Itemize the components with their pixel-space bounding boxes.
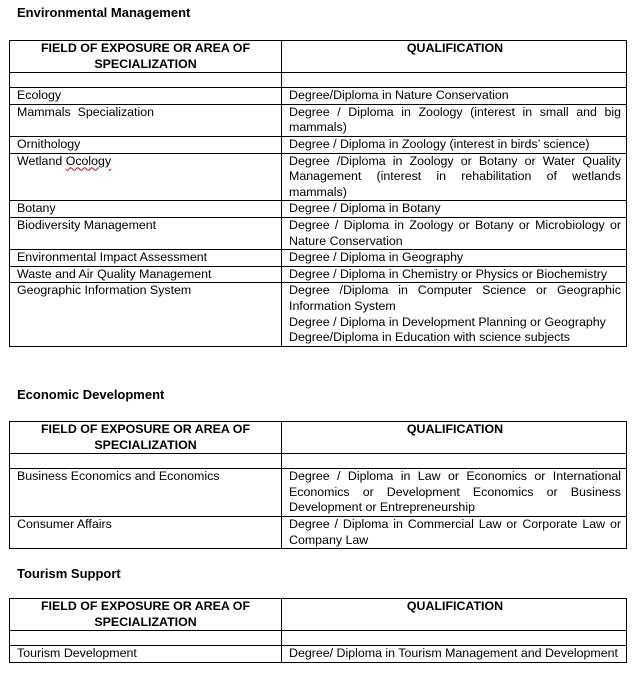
- table-row: [10, 646, 627, 663]
- header-qualification: QUALIFICATION: [282, 599, 627, 631]
- header-qualification: QUALIFICATION: [282, 41, 627, 73]
- field-cell: Environmental Impact Assessment: [10, 250, 282, 267]
- table-row: [10, 516, 627, 548]
- qualification-cell: Degree/ Diploma in Tourism Management and Development: [282, 646, 627, 663]
- qualification-line: Degree /Diploma in Computer Science or Geographic Information System: [289, 283, 621, 313]
- qualification-cell: Degree / Diploma in Law or Economics or International Economics or Development Economics or Business Development or Entrepreneurship: [282, 469, 627, 517]
- field-prefix: Wetland: [17, 153, 66, 168]
- table-row: [10, 201, 627, 218]
- field-cell: [10, 153, 282, 201]
- table-row: [10, 136, 627, 153]
- table-row: [10, 153, 627, 201]
- blank-row: [10, 454, 627, 469]
- field-cell: Business Economics and Economics: [10, 469, 282, 517]
- header-field: FIELD OF EXPOSURE OR AREA OF SPECIALIZATION: [10, 599, 282, 631]
- qualification-cell: Degree / Diploma in Commercial Law or Corporate Law or Company Law: [282, 516, 627, 548]
- table-row: [10, 469, 627, 517]
- table-row: [10, 88, 627, 105]
- field-cell: Biodiversity Management: [10, 217, 282, 249]
- qualification-cell: Degree /Diploma in Zoology or Botany or Water Quality Management (interest in rehabilitation of wetlands mammals): [282, 153, 627, 201]
- environmental-management-table: [9, 40, 627, 347]
- header-field: FIELD OF EXPOSURE OR AREA OF SPECIALIZATION: [10, 422, 282, 454]
- qualification-cell: Degree / Diploma in Chemistry or Physics or Biochemistry: [282, 266, 627, 283]
- header-field: FIELD OF EXPOSURE OR AREA OF SPECIALIZATION: [10, 41, 282, 73]
- qualification-cell: Degree / Diploma in Zoology (interest in birds’ science): [282, 136, 627, 153]
- table-row: [10, 250, 627, 267]
- field-cell: Consumer Affairs: [10, 516, 282, 548]
- table-header-row: [10, 41, 627, 73]
- section-title-tourism-support: Tourism Support: [17, 566, 121, 581]
- economic-development-table: [9, 421, 627, 549]
- qualification-cell: [282, 283, 627, 346]
- field-cell: Ornithology: [10, 136, 282, 153]
- qualification-cell: Degree / Diploma in Zoology (interest in small and big mammals): [282, 104, 627, 136]
- field-cell: Mammals Specialization: [10, 104, 282, 136]
- table-row: [10, 266, 627, 283]
- table-row: [10, 217, 627, 249]
- qualification-cell: Degree / Diploma in Botany: [282, 201, 627, 218]
- qualification-cell: Degree / Diploma in Zoology or Botany or Microbiology or Nature Conservation: [282, 217, 627, 249]
- section-title-economic-development: Economic Development: [17, 387, 165, 402]
- field-cell: Geographic Information System: [10, 283, 282, 346]
- table-header-row: [10, 422, 627, 454]
- blank-row: [10, 631, 627, 646]
- field-cell: Botany: [10, 201, 282, 218]
- spellcheck-flagged-word: Ocology: [65, 153, 112, 168]
- qualification-cell: Degree/Diploma in Nature Conservation: [282, 88, 627, 105]
- blank-row: [10, 73, 627, 88]
- qualification-line: Degree / Diploma in Development Planning or Geography: [289, 314, 606, 329]
- field-cell: Waste and Air Quality Management: [10, 266, 282, 283]
- qualification-line: Degree/Diploma in Education with science subjects: [289, 330, 570, 345]
- table-header-row: [10, 599, 627, 631]
- field-cell: Ecology: [10, 88, 282, 105]
- table-row: [10, 104, 627, 136]
- section-title-environmental-management: Environmental Management: [17, 5, 191, 20]
- table-row: [10, 283, 627, 346]
- qualification-cell: Degree / Diploma in Geography: [282, 250, 627, 267]
- header-qualification: QUALIFICATION: [282, 422, 627, 454]
- tourism-support-table: [9, 598, 627, 663]
- field-cell: Tourism Development: [10, 646, 282, 663]
